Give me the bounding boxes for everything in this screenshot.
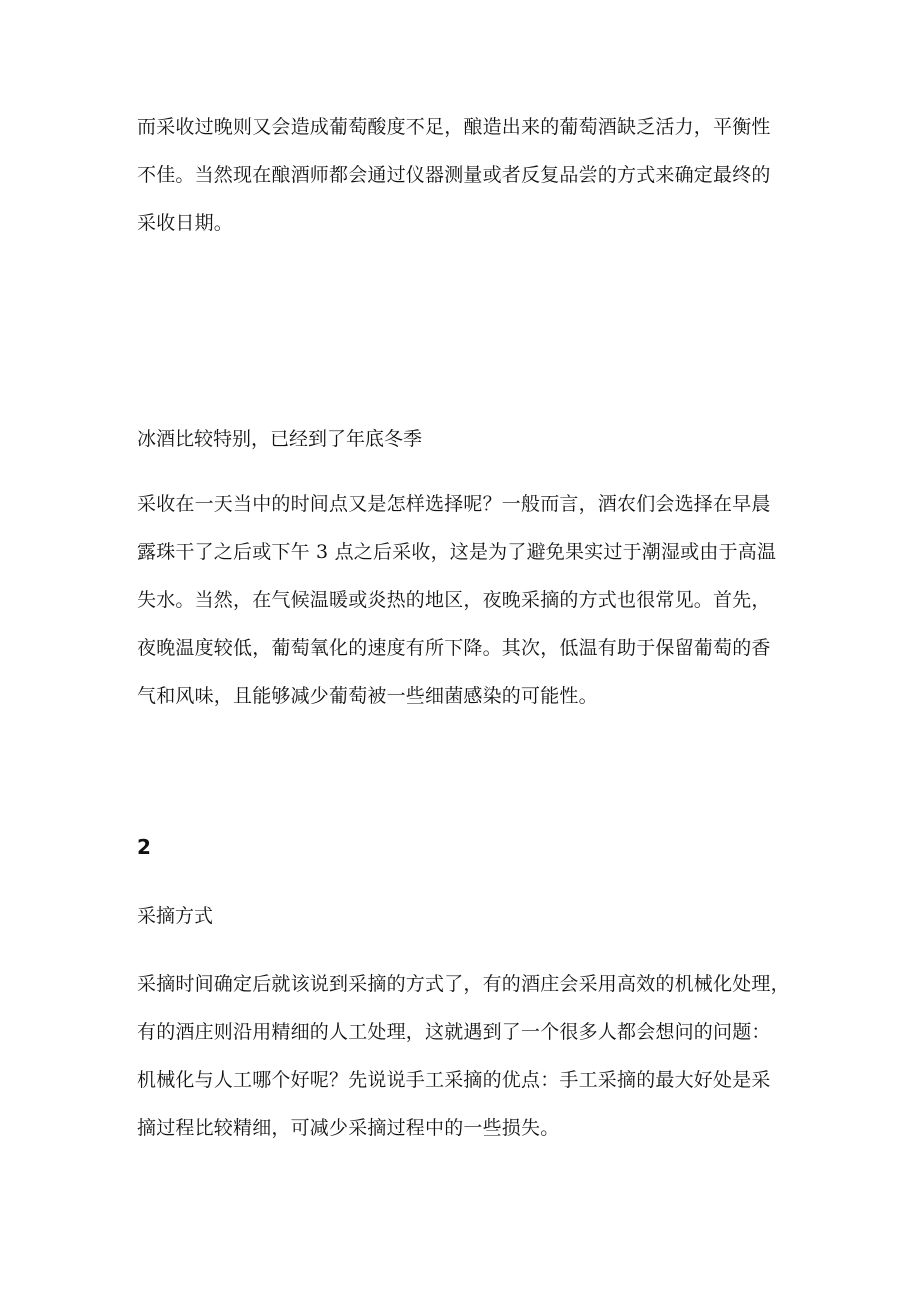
paragraph-line: 机械化与人工哪个好呢？先说说手工采摘的优点：手工采摘的最大好处是采 bbox=[137, 1069, 771, 1091]
paragraph-line: 失水。当然，在气候温暖或炎热的地区，夜晚采摘的方式也很常见。首先， bbox=[137, 589, 771, 611]
paragraph-harvest-timing bbox=[137, 103, 797, 247]
paragraph-line: 夜晚温度较低，葡萄氧化的速度有所下降。其次，低温有助于保留葡萄的香 bbox=[137, 637, 771, 659]
paragraph-time-of-day bbox=[137, 480, 797, 720]
section-number: 2 bbox=[137, 835, 151, 859]
paragraph-line: 不佳。当然现在酿酒师都会通过仪器测量或者反复品尝的方式来确定最终的 bbox=[137, 164, 771, 186]
paragraph-harvest-method bbox=[137, 960, 797, 1152]
paragraph-line: 有的酒庄则沿用精细的人工处理，这就遇到了一个很多人都会想问的问题： bbox=[137, 1021, 771, 1043]
paragraph-line: 采收在一天当中的时间点又是怎样选择呢？一般而言，酒农们会选择在早晨 bbox=[137, 493, 771, 515]
paragraph-line: 采摘时间确定后就该说到采摘的方式了，有的酒庄会采用高效的机械化处理， bbox=[137, 973, 790, 995]
paragraph-line: 采收日期。 bbox=[137, 212, 234, 234]
paragraph-line: 而采收过晚则又会造成葡萄酸度不足，酿造出来的葡萄酒缺乏活力，平衡性 bbox=[137, 116, 771, 138]
ice-wine-subheading: 冰酒比较特别，已经到了年底冬季 bbox=[137, 428, 423, 450]
section-title: 采摘方式 bbox=[137, 905, 214, 927]
paragraph-line: 摘过程比较精细，可减少采摘过程中的一些损失。 bbox=[137, 1117, 560, 1139]
paragraph-line: 露珠干了之后或下午 3 点之后采收，这是为了避免果实过于潮湿或由于高温 bbox=[137, 541, 777, 563]
paragraph-line: 气和风味，且能够减少葡萄被一些细菌感染的可能性。 bbox=[137, 685, 598, 707]
